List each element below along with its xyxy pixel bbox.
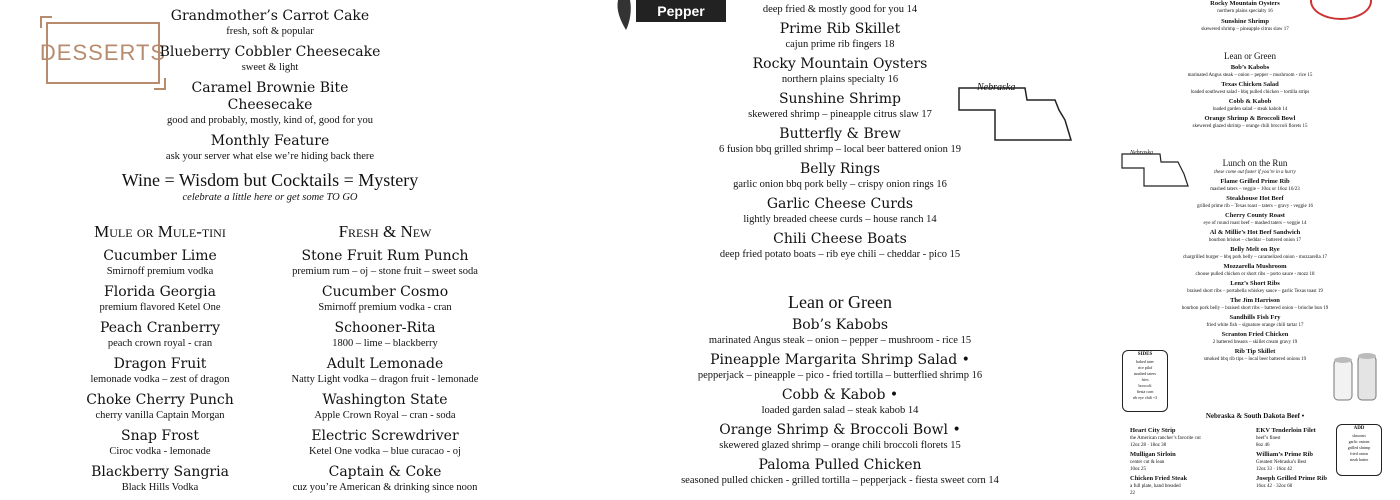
logo-text: Pepper [636, 0, 726, 22]
right-item-name: Texas Chicken Salad [1221, 81, 1279, 88]
wine-heading [110, 170, 430, 204]
mule-item-name: Snap Frost [120, 428, 199, 444]
steak-name: William’s Prime Rib [1256, 451, 1314, 458]
lunch-subtitle: these come out faster if you’re in a hurry [1214, 170, 1296, 175]
lunch-item-desc: mashed taters – veggie – 10oz or 16oz 16/23 [1210, 187, 1300, 192]
fresh-item-desc: 1800 – lime – blackberry [332, 338, 438, 349]
middle-item-desc: northern plains specialty 16 [781, 74, 899, 85]
middle-item-desc: skewered shrimp – pineapple citrus slaw 17 [748, 109, 932, 120]
sides-box [1122, 350, 1168, 412]
lean-item-name: Bob’s Kabobs [791, 317, 889, 333]
dessert-name: Caramel Brownie Bite Cheesecake [191, 80, 349, 113]
lunch-item-desc: grilled prime rib – Texas toast – taters – gravy - veggie 16 [1197, 204, 1313, 209]
mule-item-desc: Smirnoff premium vodka [106, 266, 214, 277]
fresh-item-desc: Apple Crown Royal – cran - soda [314, 410, 456, 421]
sides-item: fiesta corn [1136, 389, 1154, 394]
middle-item-name: Belly Rings [799, 161, 881, 177]
fresh-item-name: Cucumber Cosmo [321, 284, 449, 300]
lean-item-name: Orange Shrimp & Broccoli Bowl • [719, 422, 961, 438]
desserts-section [150, 8, 390, 163]
dessert-desc: good and probably, mostly, kind of, good for you [167, 115, 373, 126]
steak-price: 16oz 42 · 32oz 68 [1256, 484, 1293, 489]
lunch-item-name: Lenz’s Short Ribs [1230, 280, 1280, 287]
lean-item-name: Pineapple Margarita Shrimp Salad • [710, 352, 970, 368]
lunch-item-desc: fried white fish – signature orange chili tartar 17 [1206, 323, 1304, 328]
lunch-item-name: Mozzarella Mushroom [1223, 263, 1287, 270]
lean-item-desc: marinated Angus steak – onion – pepper – mushroom - rice 15 [708, 335, 972, 346]
right-item-desc: skewered shrimp – pineapple citrus slaw 17 [1201, 27, 1289, 32]
middle-item-name: Sunshine Shrimp [778, 91, 902, 107]
steak-desc: a full plate, hand breaded [1130, 484, 1181, 489]
add-item: shrooms [1352, 433, 1366, 438]
mule-heading: Mule or Mule-tini [94, 222, 226, 241]
sides-item: rib eye chili +3 [1132, 395, 1158, 400]
lean-item-desc: loaded garden salad – steak kabob 14 [761, 405, 919, 416]
right-item-name: Rocky Mountain Oysters [1210, 0, 1280, 7]
steak-desc: the American rancher’s favorite cut [1130, 436, 1201, 441]
dessert-name: Grandmother’s Carrot Cake [170, 8, 370, 24]
mule-item-desc: premium flavored Ketel One [99, 302, 221, 313]
steak-price: 12oz 28 · 18oz 38 [1130, 443, 1167, 448]
fresh-item-name: Captain & Coke [328, 464, 442, 480]
right-lean-section [1160, 50, 1340, 130]
lunch-item-desc: bourbon brisket – cheddar – battered onion 17 [1208, 238, 1302, 243]
middle-item-desc: 6 fusion bbq grilled shrimp – local beer battered onion 19 [718, 144, 962, 155]
lunch-item-desc: braised short ribs – portabella whiskey sauce – garlic Texas toast 19 [1187, 289, 1323, 294]
dessert-name: Blueberry Cobbler Cheesecake [159, 44, 381, 60]
steak-price: 22 [1130, 491, 1135, 496]
lunch-item-name: Scranton Fried Chicken [1221, 331, 1289, 338]
middle-item-desc: lightly breaded cheese curds – house ranch 14 [743, 214, 937, 225]
dessert-desc: fresh, soft & popular [226, 26, 314, 37]
sides-item: baked tater [1136, 359, 1154, 364]
lunch-item-name: Al & Millie’s Hot Beef Sandwich [1209, 229, 1301, 236]
lean-heading: Lean or Green [788, 292, 892, 312]
salt-shaker-icon [1330, 350, 1382, 406]
lean-item-desc: skewered glazed shrimp – orange chili broccoli florets 15 [719, 440, 961, 451]
dessert-name: Monthly Feature [210, 133, 330, 149]
fresh-item-desc: cuz you’re American & drinking since noon [292, 482, 478, 493]
lunch-item-desc: chargrilled burger – bbq pork belly – caramelized onion - mozzarella 17 [1182, 255, 1328, 260]
steak-heading [1160, 412, 1350, 420]
fresh-item-desc: Smirnoff premium vodka - cran [318, 302, 452, 313]
lunch-item-desc: 2 battered breasts – skillet cream gravy 19 [1212, 340, 1298, 345]
steak-desc: Greatest Nebraska’s Best [1256, 460, 1307, 465]
middle-item-desc: deep fried potato boats – rib eye chili – cheddar - pico 15 [719, 249, 961, 260]
steak-name: Chicken Fried Steak [1130, 475, 1188, 482]
wine-subtitle: celebrate a little here or get some TO GO [182, 192, 358, 203]
lunch-item-name: The Jim Harrison [1230, 297, 1280, 304]
sides-item: rice pilaf [1137, 365, 1153, 370]
mule-item-desc: cherry vanilla Captain Morgan [95, 410, 225, 421]
mule-item-desc: Black Hills Vodka [121, 482, 199, 493]
fresh-section [270, 222, 500, 494]
mule-item-name: Blackberry Sangria [91, 464, 229, 480]
lean-section [640, 292, 1040, 487]
lunch-item-desc: choose pulled chicken or short ribs – porto sauce - mozz 18 [1195, 272, 1315, 277]
add-title: ADD [1353, 426, 1365, 431]
lean-item-name: Paloma Pulled Chicken [758, 457, 922, 473]
steak-price: 10oz 25 [1130, 467, 1146, 472]
fresh-item-name: Schooner-Rita [334, 320, 436, 336]
desserts-logo: DESSERTS [46, 22, 160, 84]
nebraska-map [955, 80, 1075, 144]
lean-item-desc: seasoned pulled chicken - grilled tortilla – pepperjack - fiesta sweet corn 14 [681, 475, 999, 486]
steak-price: 12oz 33 · 16oz 42 [1256, 467, 1293, 472]
add-item: grilled shrimp [1347, 445, 1371, 450]
fresh-item-desc: premium rum – oj – stone fruit – sweet soda [292, 266, 478, 277]
sides-item: fries [1141, 377, 1149, 382]
fresh-item-desc: Ketel One vodka – blue curacao - oj [309, 446, 461, 457]
sides-item: mashed taters [1134, 371, 1156, 376]
lunch-item-desc: smoked bbq rib tips – local beer battered onions 19 [1203, 357, 1307, 362]
steak-desc: center cut & lean [1130, 460, 1165, 465]
lunch-item-name: Sandhills Fish Fry [1229, 314, 1281, 321]
middle-item-name: Garlic Cheese Curds [766, 196, 914, 212]
middle-item-desc: cajun prime rib fingers 18 [785, 39, 895, 50]
lunch-item-name: Rib Tip Skillet [1234, 348, 1276, 355]
right-item-desc: loaded southwest salad - bbq pulled chicken – tortilla strips [1190, 90, 1310, 95]
steaks-right [1256, 427, 1336, 490]
middle-item-name: Rocky Mountain Oysters [752, 56, 928, 72]
fresh-heading: Fresh & New [338, 222, 432, 241]
right-item-name: Cobb & Kabob [1228, 98, 1272, 105]
steak-heading-text: Nebraska & South Dakota Beef • [1205, 412, 1305, 420]
mule-item-desc: Ciroc vodka - lemonade [109, 446, 211, 457]
dessert-desc: sweet & light [241, 62, 299, 73]
mule-item-name: Florida Georgia [104, 284, 216, 300]
sides-title: SIDES [1137, 352, 1153, 357]
steak-price: 8oz 46 [1256, 443, 1270, 448]
nebraska-label: Nebraska [1130, 150, 1153, 156]
fresh-item-name: Electric Screwdriver [311, 428, 459, 444]
steak-name: EKV Tenderloin Filet [1256, 427, 1316, 434]
fresh-item-desc: Natty Light vodka – dragon fruit - lemonade [291, 374, 479, 385]
right-item-desc: northern plains specialty 16 [1217, 9, 1273, 14]
mule-item-name: Peach Cranberry [99, 320, 221, 336]
mule-section [60, 222, 260, 494]
mule-item-desc: lemonade vodka – zest of dragon [90, 374, 230, 385]
lunch-item-name: Steakhouse Hot Beef [1226, 195, 1284, 202]
add-item: steak butter [1349, 457, 1369, 462]
fresh-item-name: Adult Lemonade [326, 356, 444, 372]
dessert-desc: ask your server what else we’re hiding back there [165, 151, 375, 162]
right-top-section [1170, 0, 1320, 33]
lunch-item-desc: eye of round roast beef – mashed taters – veggie 14 [1203, 221, 1307, 226]
sides-item: broccoli [1138, 383, 1152, 388]
right-item-desc: loaded garden salad – steak kabob 14 [1212, 107, 1288, 112]
middle-item-name: Prime Rib Skillet [779, 21, 901, 37]
lunch-section [1160, 157, 1350, 363]
mule-item-name: Dragon Fruit [113, 356, 207, 372]
lunch-item-name: Flame Grilled Prime Rib [1220, 178, 1290, 185]
fresh-item-name: Washington State [322, 392, 448, 408]
lunch-heading: Lunch on the Run [1222, 158, 1288, 168]
middle-item-name: Butterfly & Brew [779, 126, 901, 142]
add-item: fried onion [1350, 451, 1368, 456]
right-item-name: Sunshine Shrimp [1221, 18, 1269, 25]
right-item-name: Orange Shrimp & Broccoli Bowl [1204, 115, 1296, 122]
right-item-name: Bob’s Kabobs [1230, 64, 1270, 71]
right-item-desc: skewered glazed shrimp – orange chili broccoli florets 15 [1192, 124, 1308, 129]
mule-item-name: Choke Cherry Punch [86, 392, 234, 408]
middle-item-desc: garlic onion bbq pork belly – crispy onion rings 16 [733, 179, 947, 190]
nebraska-label: Nebraska [977, 82, 1016, 93]
lunch-item-name: Belly Melt on Rye [1230, 246, 1280, 253]
steak-name: Mulligan Sirloin [1130, 451, 1176, 458]
middle-item-desc: deep fried & mostly good for you 14 [762, 4, 918, 15]
mule-item-desc: peach crown royal - cran [107, 338, 213, 349]
steaks-left [1130, 427, 1240, 497]
steak-name: Joseph Grilled Prime Rib [1256, 475, 1327, 482]
right-item-desc: marinated Angus steak – onion – pepper – mushroom - rice 15 [1187, 73, 1313, 78]
right-lean-heading: Lean or Green [1224, 51, 1276, 61]
salt-pepper-illustration [1330, 350, 1382, 406]
lean-item-name: Cobb & Kabob • [781, 387, 899, 403]
fresh-item-name: Stone Fruit Rum Punch [301, 248, 469, 264]
add-item: garlic onions [1348, 439, 1370, 444]
wine-title: Wine = Wisdom but Cocktails = Mystery [121, 170, 419, 190]
lunch-item-desc: bourbon pork belly – braised short ribs – battered onion – brioche bun 19 [1181, 306, 1329, 311]
steak-name: Heart City Strip [1130, 427, 1176, 434]
mule-item-name: Cucumber Lime [103, 248, 217, 264]
middle-item-name: Chili Cheese Boats [773, 231, 907, 247]
add-box [1336, 424, 1382, 476]
steak-desc: beef’s finest [1256, 436, 1281, 441]
lean-item-desc: pepperjack – pineapple – pico - fried tortilla – butterflied shrimp 16 [697, 370, 983, 381]
lunch-item-name: Cherry County Roast [1225, 212, 1285, 219]
